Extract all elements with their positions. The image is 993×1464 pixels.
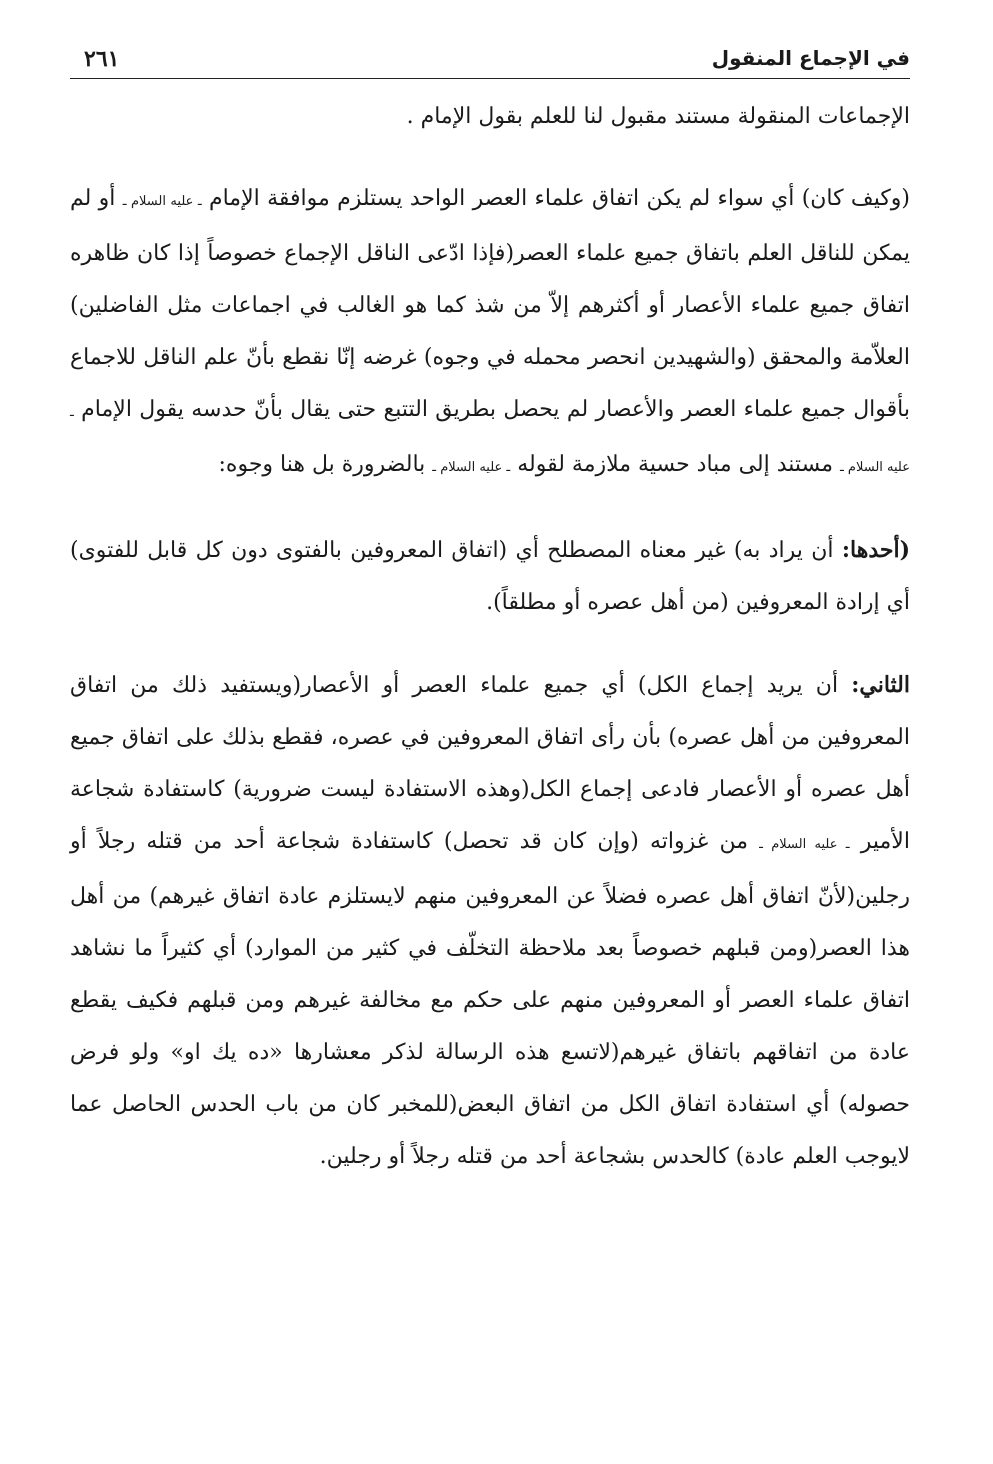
text-segment: مستند إلى مباد حسية ملازمة لقوله: [517, 452, 833, 477]
paragraph: [70, 659, 910, 1183]
text-segment: أو لم يمكن للناقل العلم باتفاق جميع علماء العصر(فإذا ادّعى الناقل الإجماع خصوصاً إذا كان ظاهره اتفاق جميع علماء الأعصار أو أكثرهم إلاّ من شذ كما هو الغالب في اجماعات مثل الفاضلين) العلاّمة والمحقق (والشهيدين انحصر محمله في وجوه) غرضه إنّا نقطع بأنّ علم الناقل للاجماع بأقوال جميع علماء العصر والأعصار لم يحصل بطريق التتبع حتى يقال بأنّ حدسه يقول الإمام: [70, 186, 910, 422]
text-segment: أن يراد به) غير معناه المصطلح أي (اتفاق المعروفين بالفتوى دون كل قابل للفتوى) أي إرادة المعروفين (من أهل عصره أو مطلقاً).: [70, 538, 910, 615]
text-segment: (وكيف كان) أي سواء لم يكن اتفاق علماء العصر الواحد يستلزم موافقة الإمام: [208, 186, 911, 211]
body-text: [70, 91, 910, 1183]
paragraph-lead: (أحدها:: [841, 537, 910, 563]
running-head: في الإجماع المنقول: [711, 46, 910, 70]
text-segment: أن يريد إجماع الكل) أي جميع علماء العصر أو الأعصار(ويستفيد ذلك من اتفاق المعروفين من أهل عصره) بأن رأى اتفاق المعروفين في عصره، فقطع بذلك على اتفاق جميع أهل عصره أو الأعصار فادعى إجماع الكل(وهذه الاستفادة ليست ضرورية) كاستفادة شجاعة الأمير: [70, 673, 910, 854]
honorific: ـ عليه السلام ـ: [759, 837, 850, 852]
honorific: ـ عليه السلام ـ: [70, 405, 910, 475]
paragraph: [70, 524, 910, 629]
page-header: [70, 30, 910, 79]
honorific: ـ عليه السلام ـ: [122, 194, 202, 209]
text-segment: بالضرورة بل هنا وجوه:: [218, 452, 426, 477]
text-segment: من غزواته (وإن كان قد تحصل) كاستفادة شجاعة أحد من قتله رجلاً أو رجلين(لأنّ اتفاق أهل عصره فضلاً عن المعروفين منهم لايستلزم عادة اتفاق غيرهم) من أهل هذا العصر(ومن قبلهم خصوصاً بعد ملاحظة التخلّف في كثير من الموارد) أي كثيراً ما نشاهد اتفاق علماء العصر أو المعروفين منهم على حكم مع مخالفة غيرهم ومن قبلهم فكيف يقطع عادة من اتفاقهم باتفاق غيرهم(لاتسع هذه الرسالة لذكر معشارها «ده يك او» ولو فرض حصوله) أي استفادة اتفاق الكل من اتفاق البعض(للمخبر كان من باب الحدس الحاصل عما لايوجب العلم عادة) كالحدس بشجاعة أحد من قتله رجلاً أو رجلين.: [70, 829, 910, 1169]
paragraph: [70, 91, 910, 143]
text-segment: الإجماعات المنقولة مستند مقبول لنا للعلم بقول الإمام .: [406, 104, 910, 129]
page-number: ٢٦١: [84, 46, 120, 72]
paragraph: [70, 173, 910, 494]
paragraph-lead: الثاني:: [851, 672, 910, 698]
book-page: [70, 30, 910, 1213]
honorific: ـ عليه السلام ـ: [432, 460, 511, 475]
